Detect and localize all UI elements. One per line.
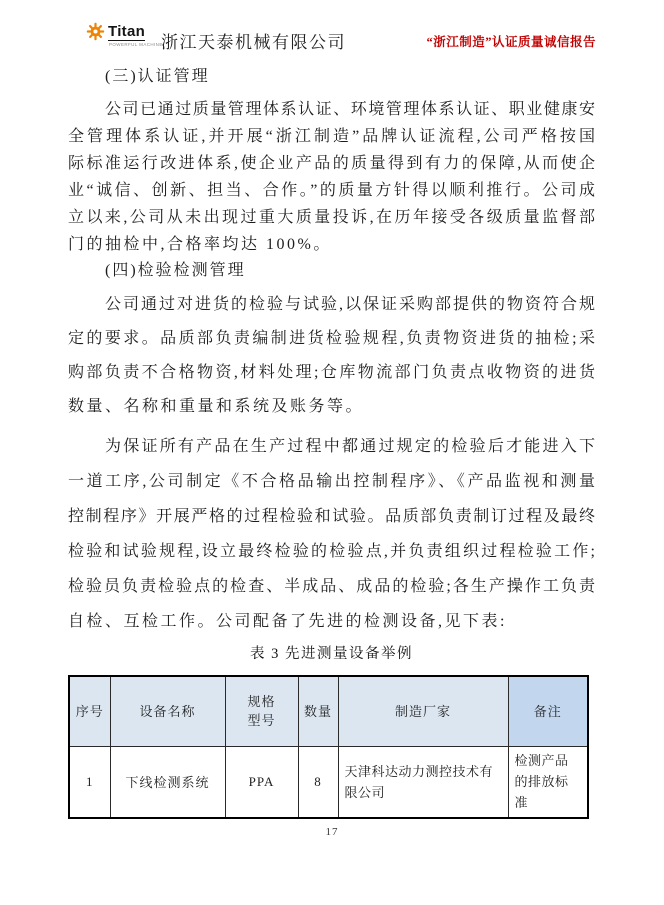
section-heading-4: (四)检验检测管理	[105, 262, 246, 279]
brand-tagline: POWERFUL MACHINE	[109, 42, 163, 47]
header-cell-quantity: 数量	[298, 676, 338, 746]
text-line: 际标准运行改进体系,使企业产品的质量得到有力的保障,从而使企	[68, 155, 595, 172]
table-header-row	[69, 676, 588, 746]
text-line: 一道工序,公司制定《不合格品输出控制程序》、《产品监视和测量	[68, 473, 595, 490]
report-title: “浙江制造”认证质量诚信报告	[426, 35, 596, 49]
page-number: 17	[325, 826, 339, 838]
equipment-table	[68, 675, 589, 819]
header-cell-index: 序号	[69, 676, 110, 746]
cell-spec-model: PPA	[225, 746, 298, 818]
text-line: 定的要求。品质部负责编制进货检验规程,负责物资进货的抽检;采	[68, 330, 595, 347]
cell-remark: 检测产品的排放标准	[508, 746, 588, 818]
text-line: 购部负责不合格物资,材料处理;仓库物流部门负责点收物资的进货	[68, 364, 595, 381]
brand-text: Titan	[108, 22, 146, 40]
header-cell-spec-model: 规格型号	[225, 676, 298, 746]
section-heading-3: (三)认证管理	[105, 68, 210, 85]
text-line: 门的抽检中,合格率均达 100%。	[68, 236, 332, 253]
cell-quantity: 8	[298, 746, 338, 818]
text-line: 公司通过对进货的检验与试验,以保证采购部提供的物资符合规	[105, 296, 595, 313]
text-line: 立以来,公司从未出现过重大质量投诉,在历年接受各级质量监督部	[68, 209, 595, 226]
paragraph	[68, 288, 595, 424]
cell-index: 1	[69, 746, 110, 818]
text-line: 控制程序》开展严格的过程检验和试验。品质部负责制订过程及最终	[68, 508, 595, 525]
cell-device-name: 下线检测系统	[110, 746, 225, 818]
header-cell-device-name: 设备名称	[110, 676, 225, 746]
table-row	[69, 746, 588, 818]
paragraph	[68, 96, 595, 258]
text-line: 为保证所有产品在生产过程中都通过规定的检验后才能进入下	[105, 438, 595, 455]
table-caption: 表 3 先进测量设备举例	[250, 646, 413, 662]
header-cell-manufacturer: 制造厂家	[338, 676, 508, 746]
text-line: 检验和试验规程,设立最终检验的检验点,并负责组织过程检验工作;	[68, 543, 595, 560]
cell-manufacturer: 天津科达动力测控技术有限公司	[338, 746, 508, 818]
text-line: 自检、互检工作。公司配备了先进的检测设备,见下表:	[68, 613, 507, 630]
company-name: 浙江天泰机械有限公司	[161, 33, 346, 52]
text-line: 公司已通过质量管理体系认证、环境管理体系认证、职业健康安	[105, 101, 595, 118]
page-header	[0, 0, 664, 56]
text-line: 业“诚信、创新、担当、合作。”的质量方针得以顺利推行。公司成	[68, 182, 595, 199]
titan-logo	[86, 22, 163, 47]
text-line: 全管理体系认证,并开展“浙江制造”品牌认证流程,公司严格按国	[68, 128, 595, 145]
document-body	[68, 66, 595, 663]
gear-icon	[86, 22, 105, 41]
paragraph	[68, 429, 595, 639]
header-cell-remark: 备注	[508, 676, 588, 746]
text-line: 检验员负责检验点的检查、半成品、成品的检验;各生产操作工负责	[68, 578, 595, 595]
text-line: 数量、名称和重量和系统及账务等。	[68, 398, 365, 415]
